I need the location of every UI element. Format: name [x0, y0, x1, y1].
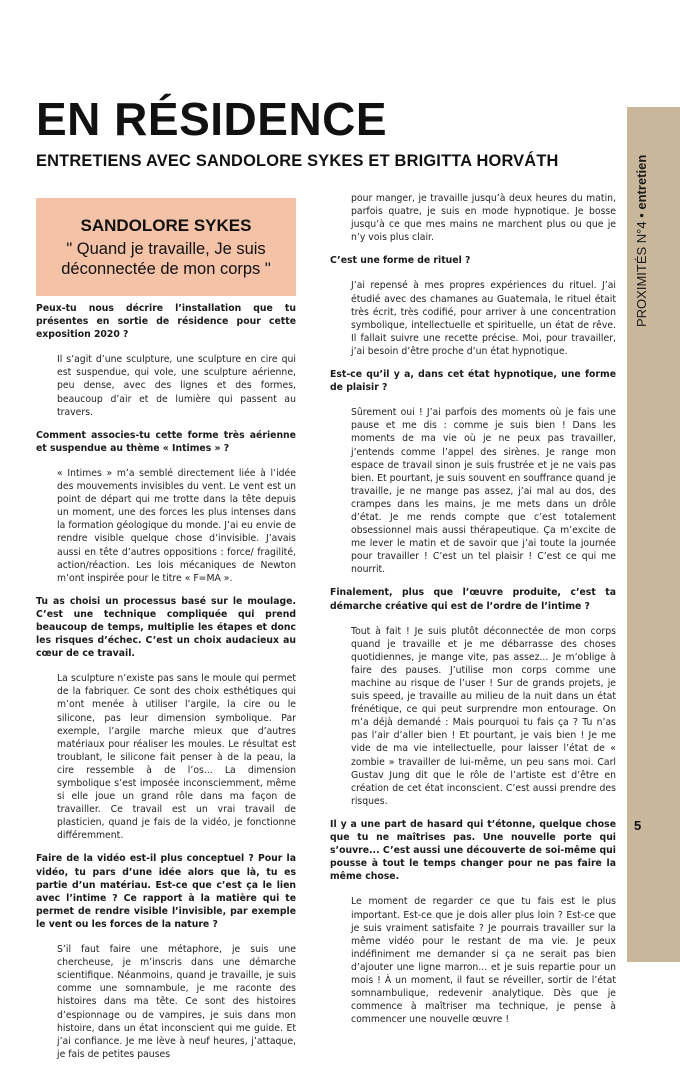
interview-question: Peux-tu nous décrire l’installation que tu présentes en sortie de résidence pour cette exposition 2020 ? — [36, 303, 296, 341]
interview-question: Finalement, plus que l’œuvre produite, c’est ta démarche créative qui est de l’ordre de l’intime ? — [330, 587, 616, 612]
right-column — [330, 192, 616, 1036]
interview-question: Il y a une part de hasard qui t’étonne, quelque chose que tu ne maîtrises pas. Une nouvelle porte qui s’ouvre... C’est aussi une découverte de soi-même qui pousse à tout le temps changer pour ne pas faire la même chose. — [330, 818, 616, 883]
interview-answer: Sûrement oui ! J’ai parfois des moments où je fais une pause et me dis : comme je suis bien ! Dans les moments de ma vie où je ne peux pas travailler, j’entends comme l’appel des sirènes. Je range mon espace de travail sinon je suis frustrée et je ne vais pas bien. Et pourtant, je suis souvent en souffrance quand je travaille, je ne mange pas assez, j’ai mal au dos, des crampes dans les mains, je me mets dans un drôle d’état. Je me rends compte que c’est totalement obsessionnel mais aussi thérapeutique. Ça m’excite de me lever le matin et de savoir que j’ai toute la journée pour travailler ! C’est un tel plaisir ! C’est ce qui me nourrit. — [351, 407, 616, 576]
page-number: 5 — [634, 818, 642, 833]
sidebar-label — [632, 154, 652, 327]
interview-question: Comment associes-tu cette forme très aérienne et suspendue au thème « Intimes » ? — [36, 429, 296, 454]
interview-question: C’est une forme de rituel ? — [330, 255, 471, 267]
interview-answer: pour manger, je travaille jusqu’à deux heures du matin, parfois quatre, je suis en mode hypnotique. Je bosse jusqu’à ce que mes mains ne marchent plus ou que je n’y vois plus clair. — [351, 193, 616, 244]
interviewee-name: SANDOLORE SYKES — [80, 216, 252, 235]
interview-answer: La sculpture n’existe pas sans le moule qui permet de la fabriquer. Ce sont des choix esthétiques qui m’ont menée à utiliser l’argile, la cire ou le silicone, pas leur dimension symbolique. Par exemple, l’argile marche mieux que d’autres matériaux pour réaliser les moules. Le résultat est troublant, le silicone fait penser à de la peau, la cire ressemble à de l’os... La dimension symbolique s’est imposée inconsciemment, même si elle joue un grand rôle dans ma façon de travailler. Ce travail est un vrai travail de plasticien, quand je fais de la vidéo, je fonctionne différemment. — [57, 673, 296, 842]
issue-label: PROXIMITÉS N°4 • — [634, 209, 649, 327]
left-column — [36, 302, 296, 1071]
interview-answer: S’il faut faire une métaphore, je suis une chercheuse, je m’inscris dans une démarche scientifique. Néanmoins, quand je travaille, je suis comme une somnambule, je me raconte des histoires dans ma tête. Ce sont des histoires d’espionnage ou de vampires, je suis dans mon histoire, dans un état inconscient qui me guide. Et j’ai confiance. Je me lève à neuf heures, j’attaque, je fais de petites pauses — [57, 944, 296, 1060]
interview-answer: Il s’agit d’une sculpture, une sculpture en cire qui est suspendue, qui vole, une sculpture aérienne, peu dense, avec des lignes et des formes, beaucoup d’air et de lumière qui passent au travers. — [57, 354, 296, 418]
interview-answer: Le moment de regarder ce que tu fais est le plus important. Est-ce que je dois aller plus loin ? Est-ce que je suis vraiment satisfaite ? Je pourrais travailler sur la même vidéo pour le restant de ma vie. Je peux indéfiniment me demander si ça ne serait pas bien d’ajouter une ligne marron... et je suis repartie pour un mois ! À un moment, il faut se réveiller, sortir de l’état somnambulique, redevenir analytique. Dès que je commence à maîtriser ma technique, je pense à commencer une nouvelle œuvre ! — [351, 896, 616, 1026]
interview-question: Faire de la vidéo est-il plus conceptuel ? Pour la vidéo, tu pars d’une idée alors que là, tu es partie d’un matériau. Est-ce que c’est ça le lien avec l’intime ? Ce rapport à la matière qui te permet de rendre visible l’invisible, par exemple le vent ou les forces de la nature ? — [36, 853, 296, 930]
interview-banner — [36, 198, 296, 296]
section-label: entretien — [634, 154, 649, 210]
page-subtitle: ENTRETIENS AVEC SANDOLORE SYKES ET BRIGITTA HORVÁTH — [36, 152, 559, 170]
page-title: EN RÉSIDENCE — [36, 93, 388, 145]
interview-question: Tu as choisi un processus basé sur le moulage. C’est une technique compliquée qui prend beaucoup de temps, multiplie les étapes et donc les risques d’échec. C’est un choix audacieux au cœur de ce travail. — [36, 595, 296, 660]
interview-answer: « Intimes » m’a semblé directement liée à l’idée des mouvements invisibles du vent. Le vent est un point de départ qui me trotte dans la tête depuis un moment, une des forces les plus intenses dans la formation géologique du monde. J’ai eu envie de rendre visible quelque chose d’invisible. J’avais aussi en tête d’autres oppositions : force/ fragilité, action/réaction. Les lois mécaniques de Newton m’ont inspirée pour le titre « F=MA ». — [57, 467, 296, 584]
interview-question: Est-ce qu’il y a, dans cet état hypnotique, une forme de plaisir ? — [330, 369, 616, 394]
interview-answer: Tout à fait ! Je suis plutôt déconnectée de mon corps quand je travaille et je me débarrasse des choses quotidiennes, je mange vite, pas assez... Je m’oblige à faire des pauses. J’utilise mon corps comme une machine au risque de l’user ! Sur de grands projets, je suis speed, je travaille au milieu de la nuit dans un état frénétique, ce qui peut surprendre mon entourage. On m’a déjà demandé : Mais pourquoi tu fais ça ? Tu n’as pas l’air d’aller bien ! Et pourtant, je vais bien ! Je me vide de ma vie intellectuelle, pour laisser l’état de « zombie » travailler de lui-même, un peu sans moi. Carl Gustav Jung dit que le rôle de l’artiste est d’être en création de cet état inconscient. C’est aussi prendre des risques. — [351, 625, 616, 807]
pull-quote: " Quand je travaille, Je suis déconnectée de mon corps " — [61, 240, 271, 278]
interview-answer: J’ai repensé à mes propres expériences du rituel. J’ai étudié avec des chamanes au Guatemala, le rituel était très écrit, très codifié, pour arriver à une concentration symbolique, intellectuelle et spirituelle, un état de rêve. Il fallait suivre une recette précise. Moi, pour travailler, j’ai besoin d’être proche d’un état hypnotique. — [351, 280, 616, 357]
